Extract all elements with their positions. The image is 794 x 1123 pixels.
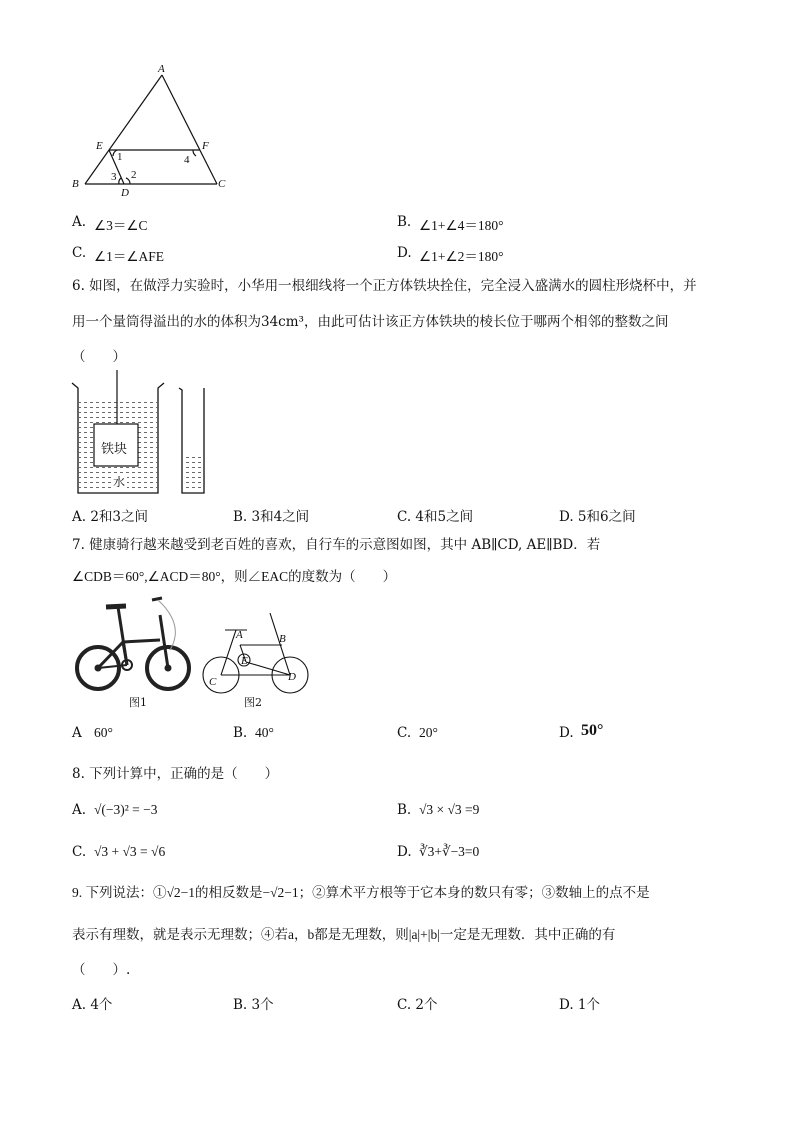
q6-option-d[interactable]: D. 5和6之间 xyxy=(559,509,636,525)
q8-option-d[interactable]: ∛3+∛−3=0 xyxy=(419,844,480,859)
q9-option-b[interactable]: B. 3个 xyxy=(233,997,274,1013)
q5-option-a-letter: A. xyxy=(72,214,87,230)
label-b: B xyxy=(72,178,79,190)
q7-option-b-letter: B. xyxy=(233,725,248,741)
q6-option-a[interactable]: A. 2和3之间 xyxy=(72,509,149,525)
q6-option-b[interactable]: B. 3和4之间 xyxy=(233,509,310,525)
q8-stem: 8. 下列计算中，正确的是（ ） xyxy=(72,766,279,782)
q5-option-d[interactable]: ∠1+∠2＝180° xyxy=(419,249,504,264)
label-f: F xyxy=(202,140,209,152)
q8-option-c-letter: C. xyxy=(72,844,87,860)
q9-option-c[interactable]: C. 2个 xyxy=(397,997,438,1013)
q8-option-c[interactable]: √3 + √3 = √6 xyxy=(94,844,166,859)
q7-option-c-letter: C. xyxy=(397,725,412,741)
label-angle-2: 2 xyxy=(131,169,137,181)
q9-stem-line1: 9. 下列说法：①√2−1的相反数是−√2−1；②算术平方根等于它本身的数只有零；③数轴上的点不是 xyxy=(72,885,650,900)
q7-option-a-letter: A xyxy=(72,725,82,741)
label-e: E xyxy=(96,140,103,152)
q6-stem-line2: 用一个量筒得溢出的水的体积为34cm³，由此可估计该正方体铁块的棱长位于哪两个相邻的整数之间 xyxy=(72,314,669,330)
label-c: C xyxy=(218,178,226,190)
q6-option-c[interactable]: C. 4和5之间 xyxy=(397,509,474,525)
q6-answer-paren: （ ） xyxy=(72,349,126,365)
water-label: 水 xyxy=(113,475,126,489)
q8-option-a-letter: A. xyxy=(72,802,87,818)
q5-option-b[interactable]: ∠1+∠4＝180° xyxy=(419,218,504,233)
q9-option-d[interactable]: D. 1个 xyxy=(559,997,601,1013)
q5-option-c[interactable]: ∠1＝∠AFE xyxy=(94,249,164,264)
label-b: B xyxy=(279,633,286,645)
q7-option-a[interactable]: 60° xyxy=(94,725,113,740)
q7-option-b[interactable]: 40° xyxy=(255,725,274,740)
line-ed xyxy=(246,662,290,675)
q8-option-b-letter: B. xyxy=(397,802,412,818)
q5-option-b-letter: B. xyxy=(397,214,412,230)
label-e: E xyxy=(241,655,248,667)
q7-option-d[interactable]: 50° xyxy=(581,722,604,739)
q8-option-d-letter: D. xyxy=(397,844,412,860)
q6-stem-line1: 6. 如图，在做浮力实验时，小华用一根细线将一个正方体铁块拴住，完全浸入盛满水的圆柱形烧杯中，并 xyxy=(72,278,697,294)
figure-2-caption: 图2 xyxy=(244,696,262,709)
label-a: A xyxy=(158,63,165,75)
label-d: D xyxy=(288,671,296,683)
label-angle-3: 3 xyxy=(111,171,117,183)
q7-option-c[interactable]: 20° xyxy=(419,725,438,740)
q7-stem-line2: ∠CDB＝60°,∠ACD＝80°，则∠EAC的度数为（ ） xyxy=(72,569,397,584)
iron-block-label: 铁块 xyxy=(101,442,128,457)
q8-option-b[interactable]: √3 × √3 =9 xyxy=(419,802,480,817)
figure-1-caption: 图1 xyxy=(129,696,147,709)
q7-option-d-letter: D. xyxy=(559,725,574,741)
label-a: A xyxy=(236,629,243,641)
q9-option-a[interactable]: A. 4个 xyxy=(72,997,113,1013)
label-c: C xyxy=(209,676,217,688)
q8-option-a[interactable]: √(−3)² = −3 xyxy=(94,802,158,817)
label-angle-1: 1 xyxy=(117,151,123,163)
q5-option-d-letter: D. xyxy=(397,245,412,261)
q5-option-a[interactable]: ∠3＝∠C xyxy=(94,218,148,233)
q5-option-c-letter: C. xyxy=(72,245,87,261)
q7-stem-line1: 7. 健康骑行越来越受到老百姓的喜欢，自行车的示意图如图，其中 AB∥CD, AE∥BD．若 xyxy=(72,537,601,553)
label-d: D xyxy=(121,187,129,199)
seat-tube xyxy=(221,630,236,675)
label-angle-4: 4 xyxy=(184,154,190,166)
q9-stem-line2: 表示有理数，就是表示无理数；④若a，b都是无理数，则|a|+|b|一定是无理数．其中正确的有 xyxy=(72,927,616,942)
q9-answer-paren: （ ）. xyxy=(72,962,131,978)
